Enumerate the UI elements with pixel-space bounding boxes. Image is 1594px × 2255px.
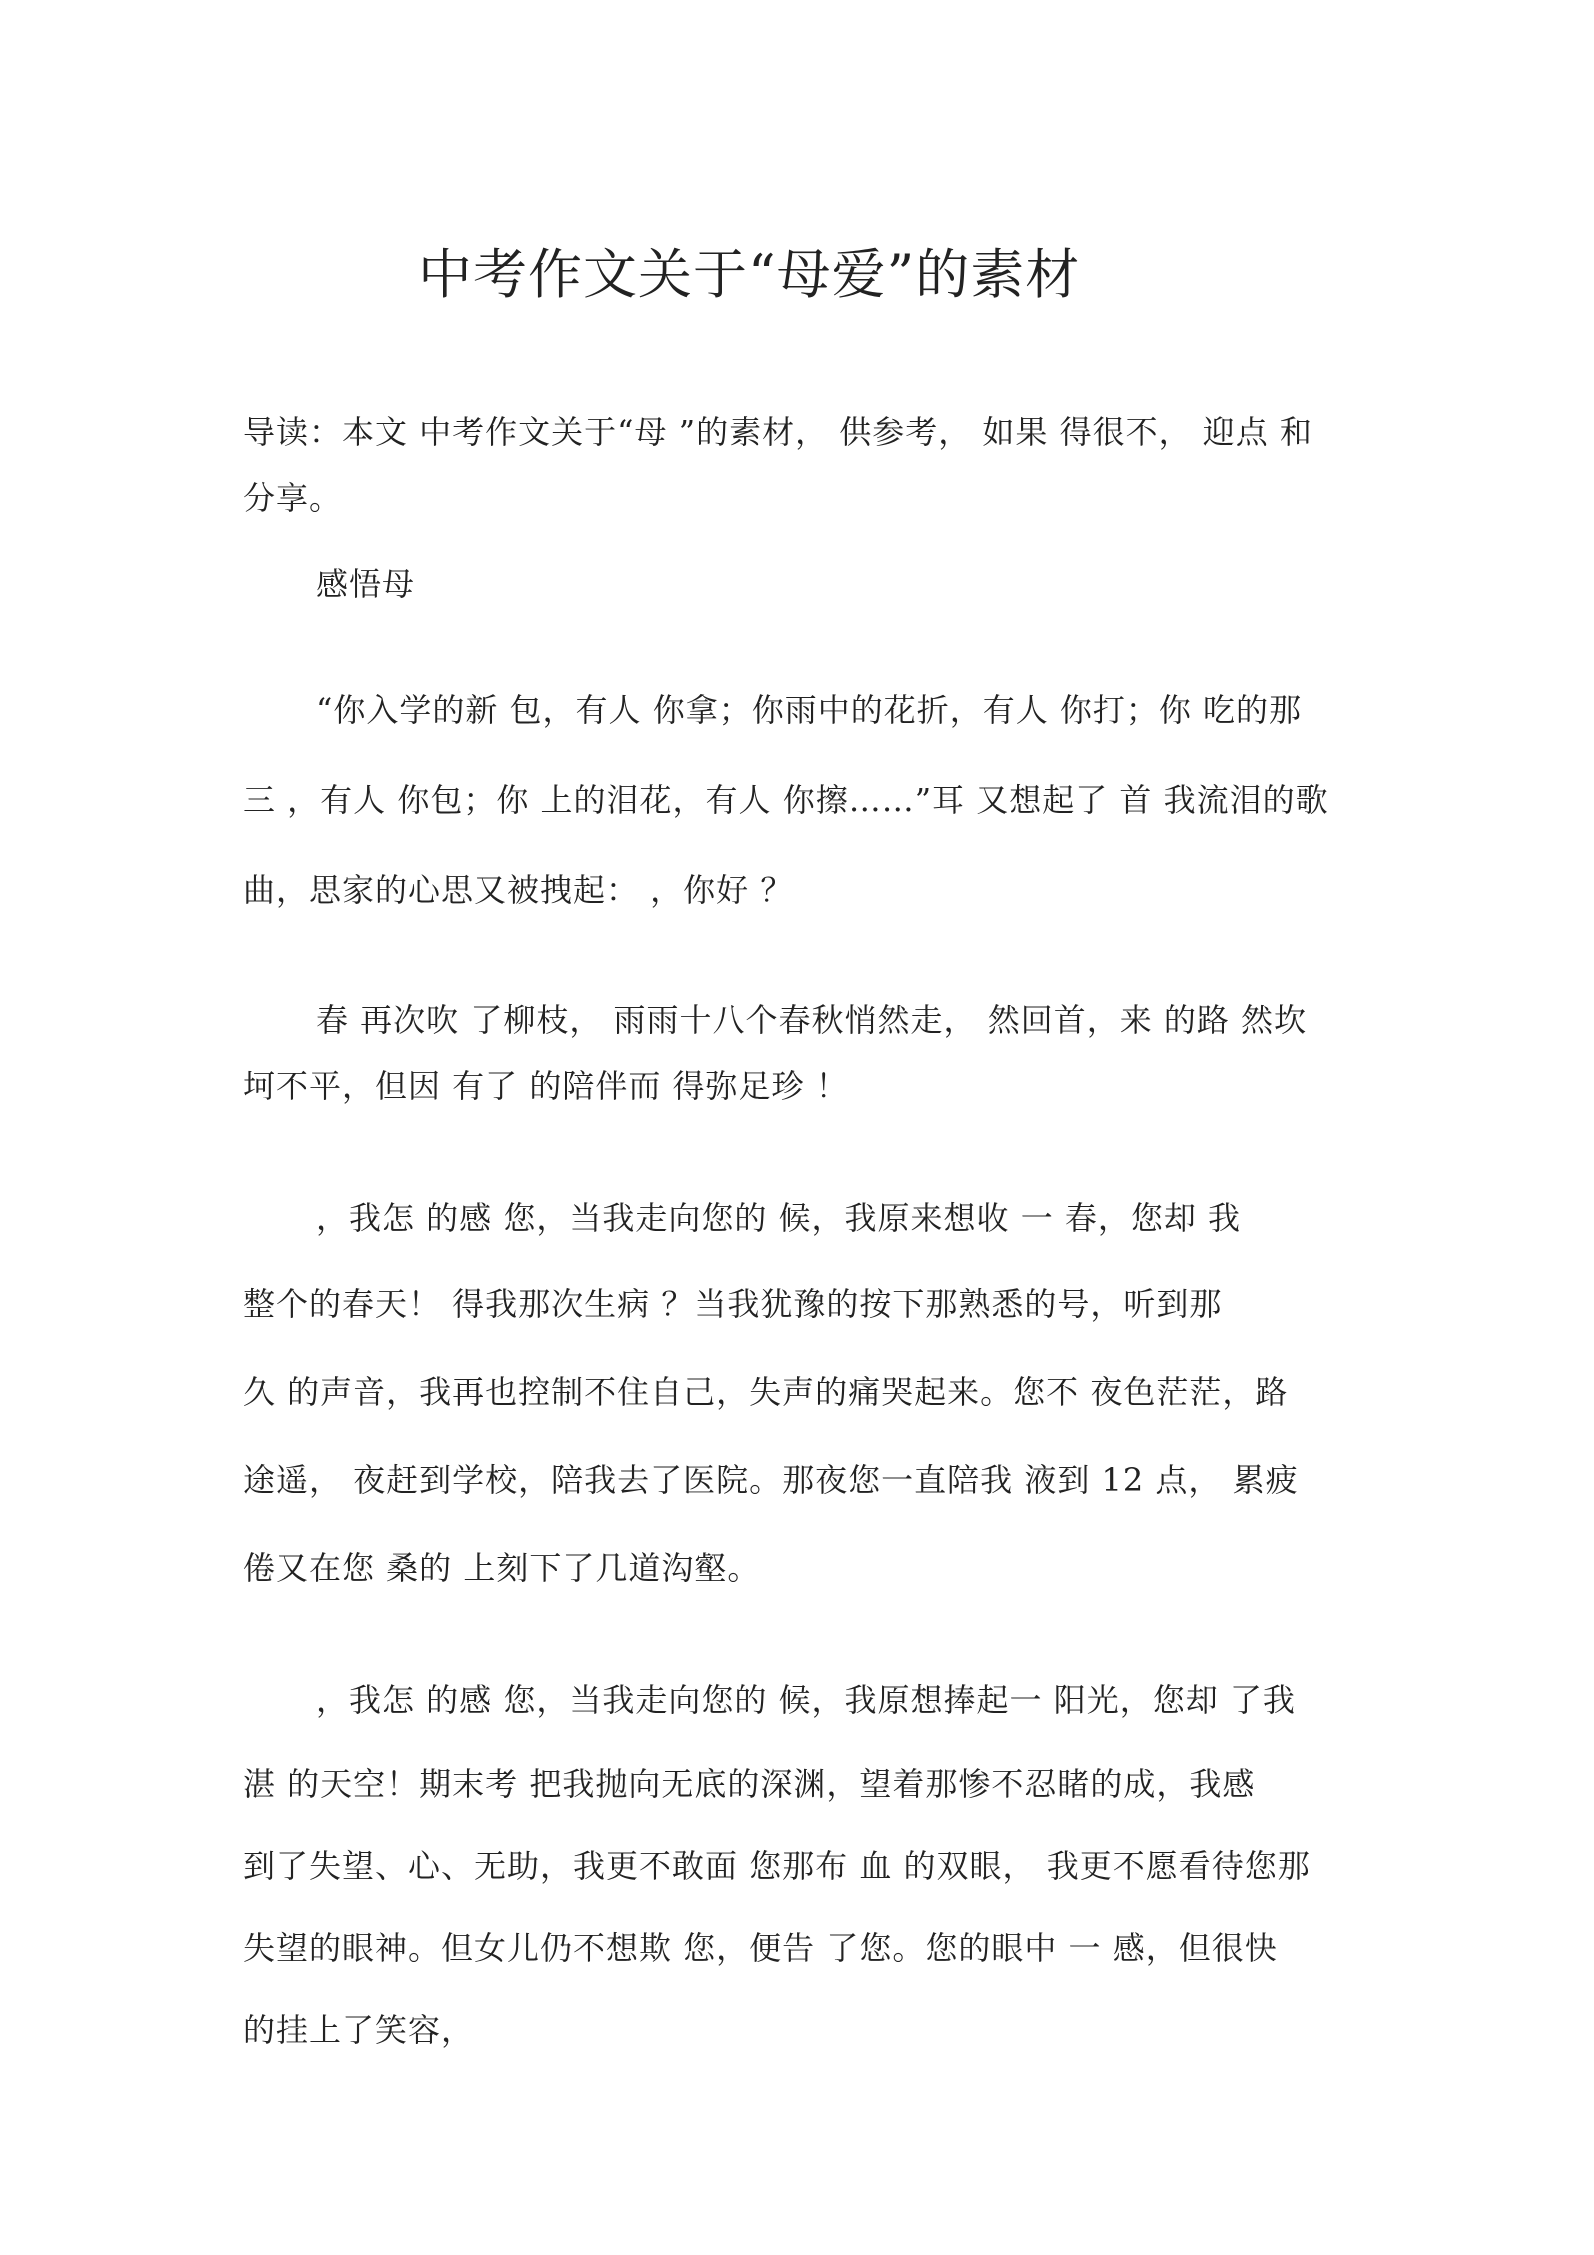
paragraph4-line-4: 失望的眼神。但女儿仍不想欺 您，便告 了您。您的眼中 一 感，但很快 <box>243 1929 1278 1967</box>
paragraph3-line-1: ，我怎 的感 您，当我走向您的 候，我原来想收 一 春，您却 我 <box>316 1199 1242 1237</box>
paragraph4-line-5: 的挂上了笑容， <box>243 2011 475 2049</box>
document-title: 中考作文关于“母爱”的素材 <box>418 243 1081 306</box>
intro-line-1: 导读：本文 中考作文关于“母 ”的素材， 供参考， 如果 得很不， 迎点 和 <box>243 413 1313 451</box>
paragraph2-line-2: 坷不平，但因 有了 的陪伴而 得弥足珍 ！ <box>243 1067 849 1105</box>
paragraph3-line-5: 倦又在您 桑的 上刻下了几道沟壑。 <box>243 1549 761 1587</box>
paragraph4-line-3: 到了失望、心、无助，我更不敢面 您那布 血 的双眼， 我更不愿看待您那 <box>243 1847 1311 1885</box>
paragraph1-line-3: 曲，思家的心思又被拽起： ，你好 ？ <box>243 871 794 909</box>
paragraph4-line-1: ，我怎 的感 您，当我走向您的 候，我原想捧起一 阳光，您却 了我 <box>316 1681 1296 1719</box>
section-heading: 感悟母 <box>316 565 416 603</box>
paragraph3-line-4: 途遥， 夜赶到学校，陪我去了医院。那夜您一直陪我 液到 12 点， 累疲 <box>243 1461 1299 1499</box>
paragraph3-line-3: 久 的声音，我再也控制不住自己，失声的痛哭起来。您不 夜色茫茫，路 <box>243 1373 1289 1411</box>
paragraph3-line-2: 整个的春天！ 得我那次生病 ？当我犹豫的按下那熟悉的号，听到那 <box>243 1285 1223 1323</box>
paragraph1-line-2: 三 ，有人 你包；你 上的泪花，有人 你擦……”耳 又想起了 首 我流泪的歌 <box>243 781 1329 819</box>
intro-line-2: 分享。 <box>243 479 343 517</box>
paragraph2-line-1: 春 再次吹 了柳枝， 雨雨十八个春秋悄然走， 然回首，来 的路 然坎 <box>316 1001 1308 1039</box>
paragraph1-line-1: “你入学的新 包，有人 你拿；你雨中的花折，有人 你打；你 吃的那 <box>316 691 1303 729</box>
paragraph4-line-2: 湛 的天空！期末考 把我抛向无底的深渊，望着那惨不忍睹的成，我感 <box>243 1765 1256 1803</box>
